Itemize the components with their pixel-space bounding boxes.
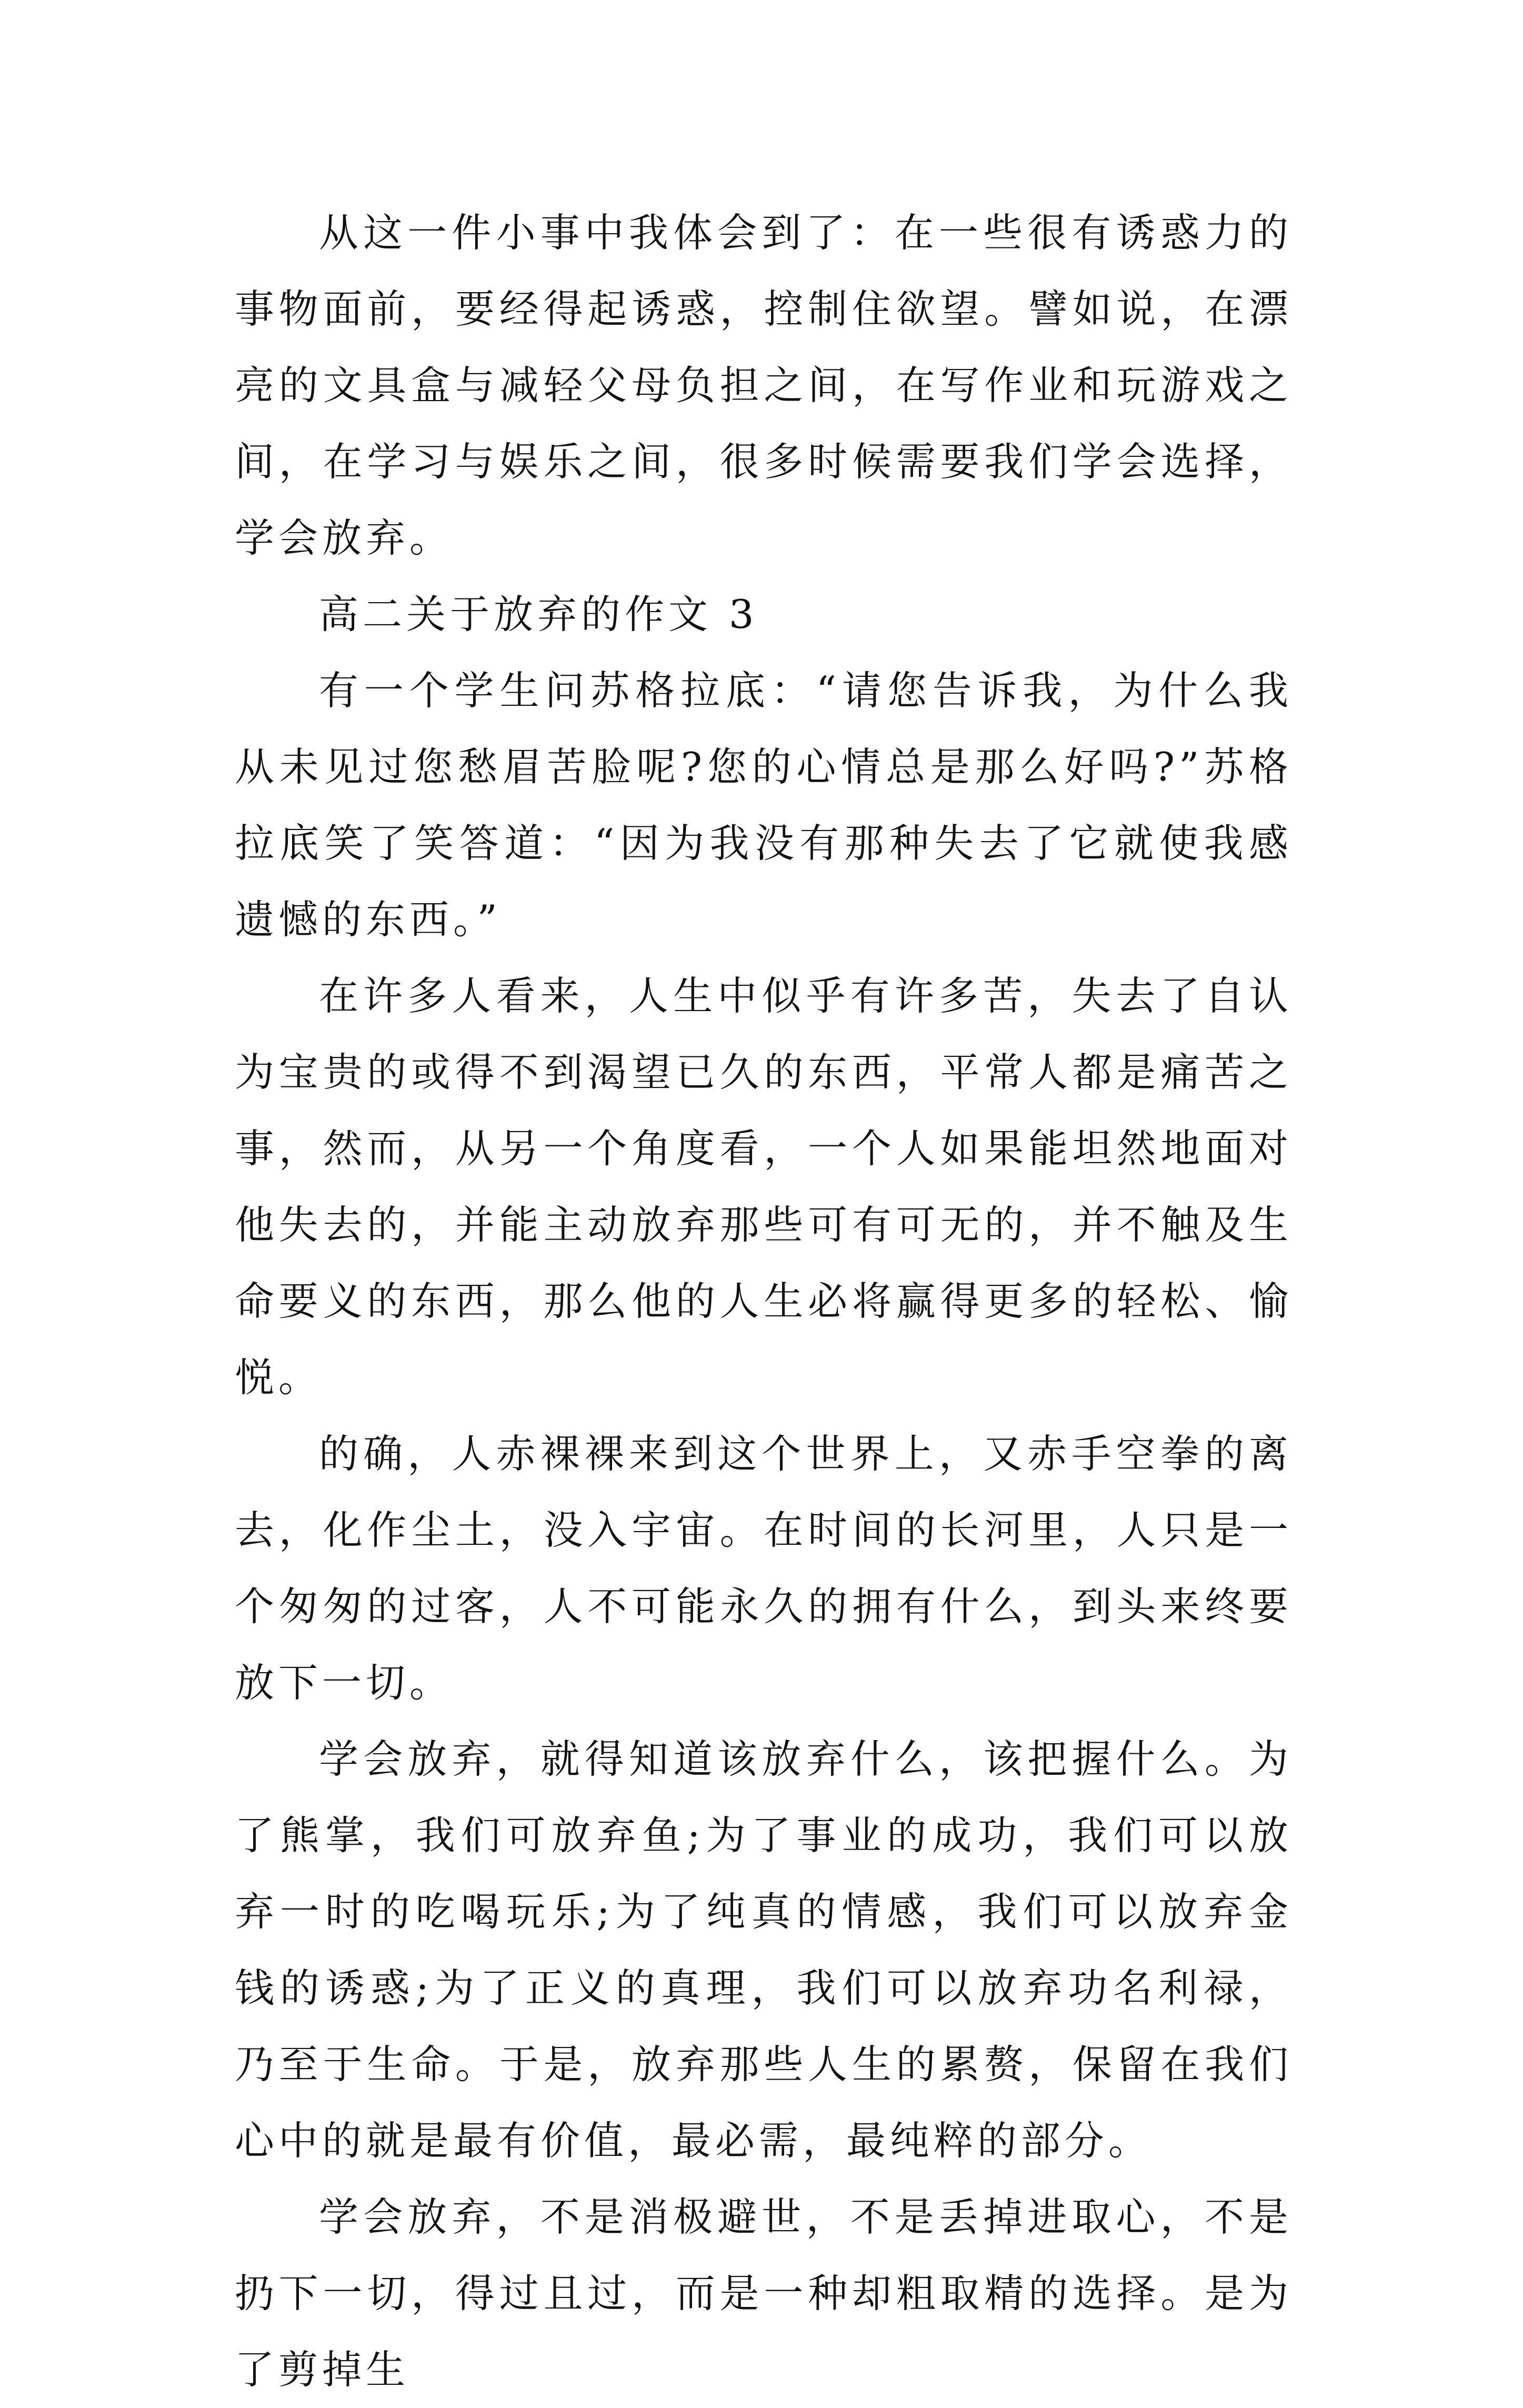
paragraph: 的确，人赤裸裸来到这个世界上，又赤手空拳的离去，化作尘土，没入宇宙。在时间的长河里，人只是一个匆匆的过客，人不可能永久的拥有什么，到头来终要放下一切。 — [235, 1431, 1292, 1706]
section-heading: 高二关于放弃的作文 3 — [319, 591, 758, 637]
paragraph: 从这一件小事中我体会到了：在一些很有诱惑力的事物面前，要经得起诱惑，控制住欲望。譬如说，在漂亮的文具盒与减轻父母负担之间，在写作业和玩游戏之间，在学习与娱乐之间，很多时候需要我们学会选择，学会放弃。 — [235, 209, 1292, 561]
paragraph: 学会放弃，就得知道该放弃什么，该把握什么。为了熊掌，我们可放弃鱼;为了事业的成功，我们可以放弃一时的吃喝玩乐;为了纯真的情感，我们可以放弃金钱的诱惑;为了正义的真理，我们可以放弃功名利禄，乃至于生命。于是，放弃那些人生的累赘，保留在我们心中的就是最有价值，最必需，最纯粹的部分。 — [235, 1736, 1292, 2164]
paragraph: 在许多人看来，人生中似乎有许多苦，失去了自认为宝贵的或得不到渴望已久的东西，平常人都是痛苦之事，然而，从另一个角度看，一个人如果能坦然地面对他失去的，并能主动放弃那些可有可无的，并不触及生命要义的东西，那么他的人生必将赢得更多的轻松、愉悦。 — [235, 973, 1292, 1401]
paragraph: 有一个学生问苏格拉底：“请您告诉我，为什么我从未见过您愁眉苦脸呢?您的心情总是那么好吗?”苏格拉底笑了笑答道：“因为我没有那种失去了它就使我感遗憾的东西。” — [235, 667, 1292, 943]
document-body — [235, 195, 1292, 2408]
paragraph: 学会放弃，不是消极避世，不是丢掉进取心，不是扔下一切，得过且过，而是一种却粗取精的选择。是为了剪掉生 — [235, 2194, 1292, 2393]
